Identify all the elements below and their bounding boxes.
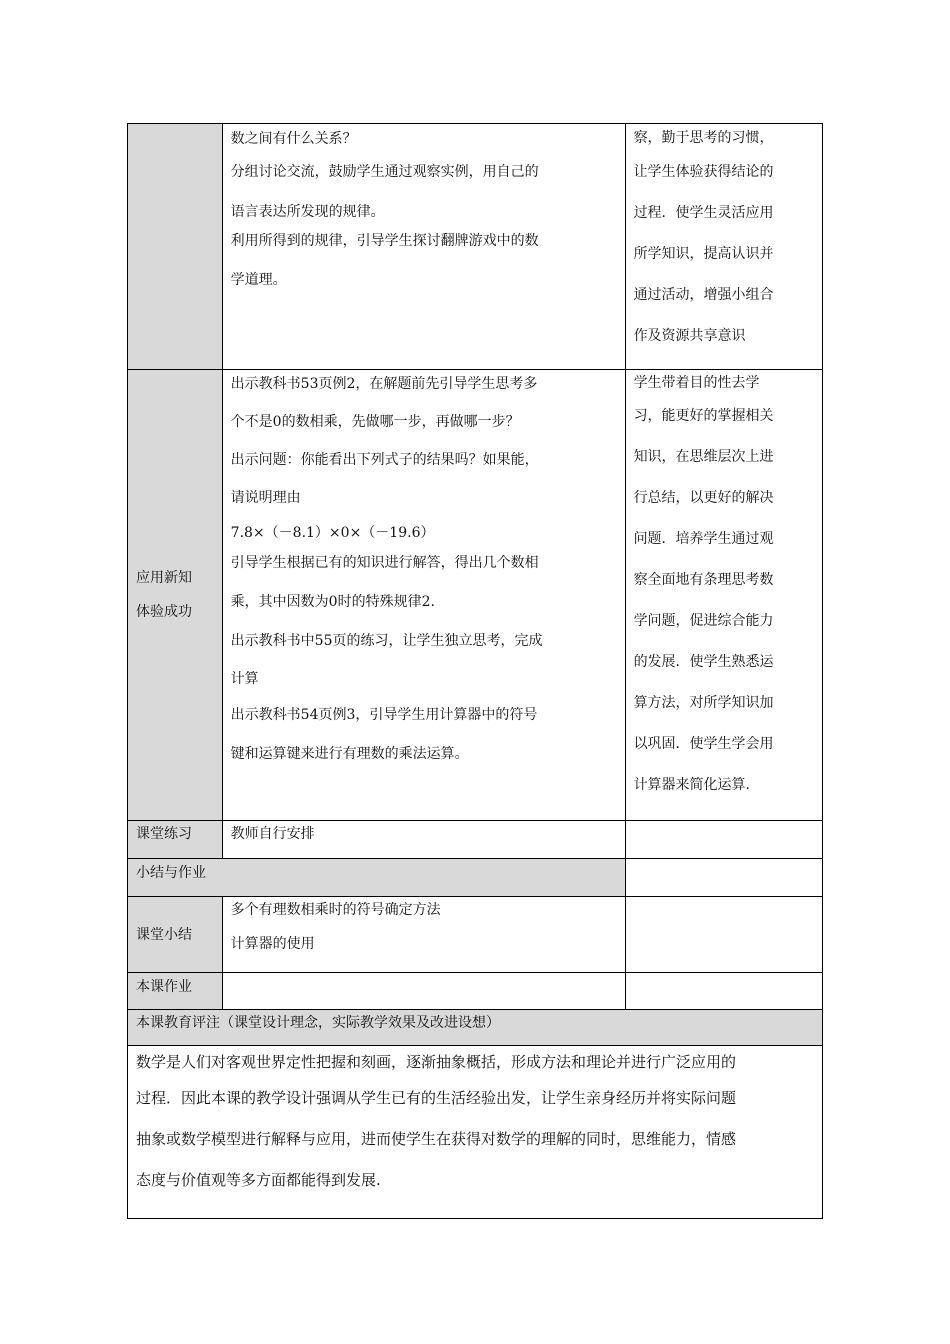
row2-text-line: 出示教科书中55页的练习，让学生独立思考，完成: [230, 633, 543, 649]
row2-note-line: 习，能更好的掌握相关: [633, 408, 774, 424]
table-row: [128, 973, 823, 1010]
row5-content-cell: [222, 897, 625, 973]
row1-text-line: 学道理。: [230, 272, 287, 288]
row2-note-cell: [625, 370, 822, 821]
evaluation-header: 本课教育评注（课堂设计理念，实际教学效果及改进设想）: [136, 1015, 500, 1031]
row2-formula: 7.8×（－8.1）×0×（－19.6）: [230, 525, 435, 541]
evaluation-comment-line: 过程．因此本课的教学设计强调从学生已有的生活经验出发，让学生亲身经历并将实际问题: [136, 1089, 737, 1107]
row6-content-cell: [222, 973, 625, 1010]
row4-note-cell: [625, 859, 822, 897]
row1-label-cell: [128, 124, 223, 370]
row5-note-cell: [625, 897, 822, 973]
row1-text-line: 数之间有什么关系？: [230, 131, 357, 147]
evaluation-comment-line: 数学是人们对客观世界定性把握和刻画，逐渐抽象概括，形成方法和理论并进行广泛应用的: [136, 1053, 737, 1071]
row2-note-line: 计算器来简化运算.: [633, 777, 751, 793]
table-row: [128, 1046, 823, 1219]
row1-note-line: 作及资源共享意识: [633, 328, 746, 344]
class-summary-line: 计算器的使用: [230, 936, 315, 952]
evaluation-comment-line: 抽象或数学模型进行解释与应用，进而使学生在获得对数学的理解的同时，思维能力，情感: [136, 1130, 737, 1148]
row2-text-line: 计算: [230, 671, 259, 687]
table-row: [128, 124, 823, 370]
classroom-practice-label: 课堂练习: [136, 826, 192, 842]
homework-label: 本课作业: [136, 979, 192, 995]
row1-note-cell: [625, 124, 822, 370]
table-row: [128, 370, 823, 821]
row1-note-line: 察，勤于思考的习惯，: [633, 130, 774, 146]
row2-text-line: 键和运算键来进行有理数的乘法运算。: [230, 746, 469, 762]
table-row: [128, 1010, 823, 1046]
row2-text-line: 引导学生根据已有的知识进行解答，得出几个数相: [230, 555, 539, 571]
summary-homework-header: [128, 859, 626, 897]
lesson-plan-table: [127, 123, 823, 1219]
row5-label-cell: [128, 897, 223, 973]
summary-homework-label: 小结与作业: [136, 865, 206, 881]
row1-note-line: 所学知识，提高认识并: [633, 246, 774, 262]
row2-label-line: 应用新知: [136, 570, 192, 586]
row2-note-line: 的发展．使学生熟悉运: [633, 654, 774, 670]
evaluation-comment-line: 态度与价值观等多方面都能得到发展.: [136, 1171, 381, 1189]
row1-note-line: 过程．使学生灵活应用: [633, 205, 774, 221]
row1-text-line: 分组讨论交流，鼓励学生通过观察实例，用自己的: [230, 164, 539, 180]
row1-content-cell: [222, 124, 625, 370]
classroom-practice-text: 教师自行安排: [230, 826, 315, 842]
row2-note-line: 问题．培养学生通过观: [633, 531, 774, 547]
row6-note-cell: [625, 973, 822, 1010]
row1-text-line: 语言表达所发现的规律。: [230, 204, 385, 220]
row2-note-line: 察全面地有条理思考数: [633, 572, 774, 588]
row6-label-cell: [128, 973, 223, 1010]
table-row: [128, 821, 823, 859]
row2-label-cell: [128, 370, 223, 821]
row2-note-line: 以巩固．使学生学会用: [633, 736, 774, 752]
row2-text-line: 出示教科书54页例3，引导学生用计算器中的符号: [230, 707, 538, 723]
row2-text-line: 乘，其中因数为0时的特殊规律2.: [230, 594, 435, 610]
evaluation-comment-cell: [128, 1046, 823, 1219]
row1-note-line: 让学生体验获得结论的: [633, 164, 774, 180]
row2-label-line: 体验成功: [136, 604, 192, 620]
table-row: [128, 897, 823, 973]
class-summary-label: 课堂小结: [136, 926, 192, 943]
row2-text-line: 出示教科书53页例2，在解题前先引导学生思考多: [230, 376, 538, 392]
row3-label-cell: [128, 821, 223, 859]
row1-text-line: 利用所得到的规律，引导学生探讨翻牌游戏中的数: [230, 233, 539, 249]
row3-note-cell: [625, 821, 822, 859]
row2-text-line: 请说明理由: [230, 490, 301, 506]
row2-note-line: 知识，在思维层次上进: [633, 449, 774, 465]
table-row: [128, 859, 823, 897]
row2-note-line: 学生带着目的性去学: [633, 375, 760, 391]
row2-text-line: 个不是0的数相乘，先做哪一步，再做哪一步？: [230, 414, 520, 430]
row2-note-line: 学问题，促进综合能力: [633, 613, 774, 629]
row1-note-line: 通过活动，增强小组合: [633, 287, 774, 303]
row2-note-line: 算方法，对所学知识加: [633, 695, 774, 711]
row2-text-line: 出示问题：你能看出下列式子的结果吗？如果能，: [230, 452, 539, 468]
evaluation-header-cell: [128, 1010, 823, 1046]
row3-content-cell: [222, 821, 625, 859]
row2-note-line: 行总结，以更好的解决: [633, 490, 774, 506]
row2-content-cell: [222, 370, 625, 821]
class-summary-line: 多个有理数相乘时的符号确定方法: [230, 902, 441, 918]
